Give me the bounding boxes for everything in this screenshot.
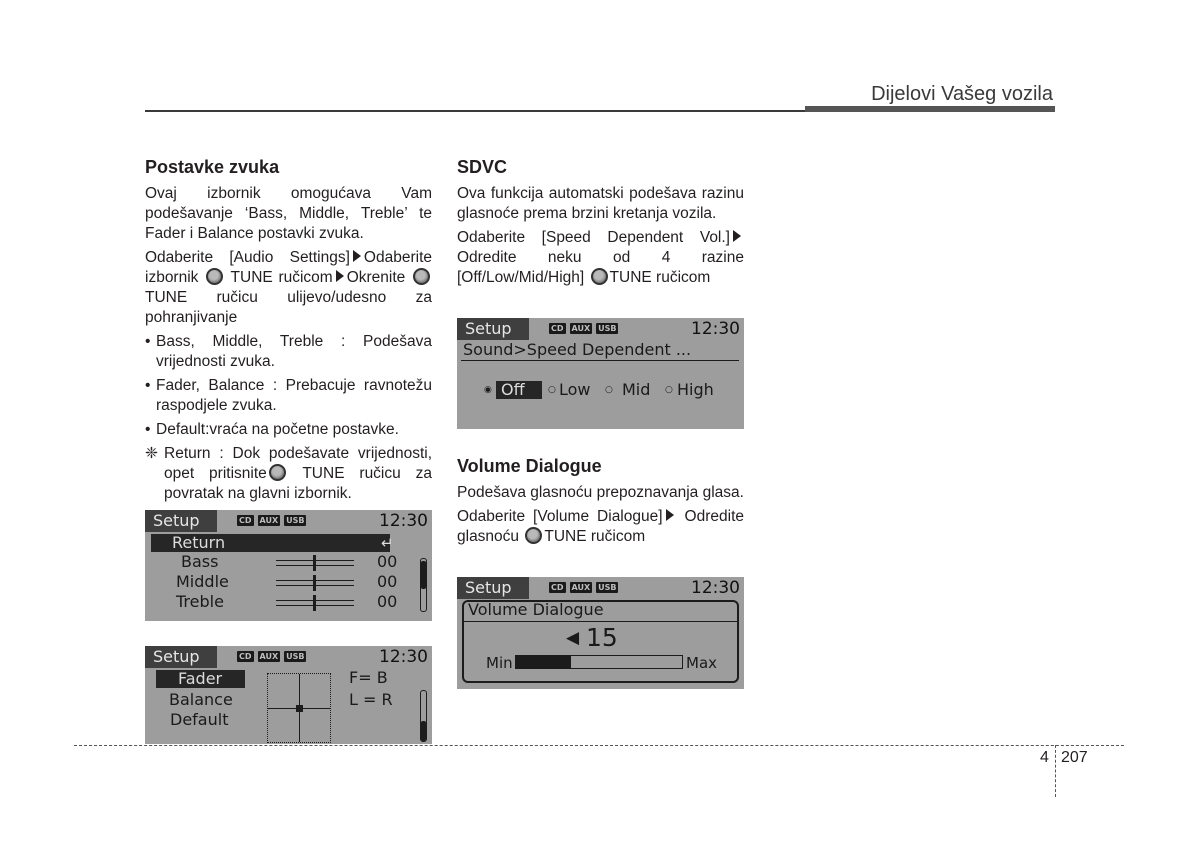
radio-icon: ○ bbox=[605, 385, 613, 395]
fader-readout: F= B bbox=[349, 668, 388, 687]
option-low[interactable]: Low bbox=[559, 380, 591, 399]
tune-knob-icon bbox=[413, 268, 430, 285]
source-badges: CD AUX USB bbox=[551, 324, 617, 333]
tune-knob-icon bbox=[269, 464, 286, 481]
treble-slider[interactable] bbox=[276, 600, 354, 606]
sound-instructions: Odaberite [Audio Settings] Odaberite izbornik TUNE ručicom Okrenite TUNE ručicu ulijevo/udesno za pohranjivanje bbox=[145, 249, 432, 326]
sdvc-description: Ova funkcija automatski podešava razinu glasnoće prema brzini kretanja vozila. bbox=[457, 185, 744, 222]
option-off[interactable]: Off bbox=[496, 381, 542, 399]
balance-readout: L = R bbox=[349, 690, 393, 709]
bass-slider[interactable] bbox=[276, 560, 354, 566]
audio-settings-screen bbox=[145, 510, 432, 621]
note-mark-icon: ❈ bbox=[145, 445, 158, 462]
clock: 12:30 bbox=[691, 578, 740, 598]
screen-title: Setup bbox=[145, 510, 217, 532]
header-rule-accent bbox=[805, 106, 1055, 112]
bass-value: 00 bbox=[377, 552, 398, 571]
clock: 12:30 bbox=[379, 647, 428, 667]
tune-knob-icon bbox=[525, 527, 542, 544]
chapter-number: 4 bbox=[1040, 749, 1049, 766]
left-column bbox=[145, 156, 432, 508]
balance-point bbox=[296, 705, 303, 712]
scrollbar[interactable] bbox=[420, 558, 427, 612]
footer-divider bbox=[1055, 745, 1056, 797]
source-badges: CD AUX USB bbox=[551, 583, 617, 592]
vd-instructions: Odaberite [Volume Dialogue] Odredite glasnoću TUNE ručicom bbox=[457, 508, 744, 545]
vd-description: Podešava glasnoću prepoznavanja glasa. bbox=[457, 484, 744, 501]
source-badges: CD AUX USB bbox=[239, 652, 305, 661]
middle-slider[interactable] bbox=[276, 580, 354, 586]
section-heading-volume-dialogue: Volume Dialogue bbox=[457, 456, 602, 476]
return-icon: ↵ bbox=[381, 534, 394, 552]
fader-balance-screen bbox=[145, 646, 432, 744]
header-rule bbox=[145, 110, 805, 112]
list-item: • Fader, Balance : Prebacuje ravnotežu raspodjele zvuka. bbox=[145, 377, 432, 414]
list-item: • Default:vraća na početne postavke. bbox=[145, 421, 399, 438]
sdvc-instructions: Odaberite [Speed Dependent Vol.] Odredite neku od 4 razine [Off/Low/Mid/High] TUNE ručicom bbox=[457, 229, 744, 286]
return-note: ❈ Return : Dok podešavate vrijednosti, opet pritisnite TUNE ručicu za povratak na glavni izbornik. bbox=[145, 445, 432, 502]
menu-item-balance[interactable]: Balance bbox=[169, 690, 233, 709]
option-mid[interactable]: Mid bbox=[622, 380, 651, 399]
menu-item-middle[interactable]: Middle bbox=[176, 572, 229, 591]
section-heading-sdvc: SDVC bbox=[457, 157, 508, 177]
arrow-right-icon bbox=[353, 250, 361, 262]
speaker-icon: ◀ bbox=[566, 628, 580, 648]
menu-item-return[interactable]: Return ↵ bbox=[151, 534, 390, 552]
volume-value: 15 bbox=[586, 623, 618, 652]
screen-title: Setup bbox=[145, 646, 217, 668]
section-heading-sound: Postavke zvuka bbox=[145, 157, 280, 177]
clock: 12:30 bbox=[379, 511, 428, 531]
treble-value: 00 bbox=[377, 592, 398, 611]
volume-dialogue-section bbox=[457, 455, 744, 551]
scrollbar[interactable] bbox=[420, 690, 427, 742]
volume-panel bbox=[462, 600, 739, 683]
page-number: 207 bbox=[1061, 749, 1088, 766]
middle-value: 00 bbox=[377, 572, 398, 591]
arrow-right-icon bbox=[336, 270, 344, 282]
menu-item-fader[interactable]: Fader bbox=[156, 670, 245, 688]
source-badges: CD AUX USB bbox=[239, 516, 305, 525]
sound-intro: Ovaj izbornik omogućava Vam podešavanje ‘Bass, Middle, Treble’ te Fader i Balance postavki zvuka. bbox=[145, 185, 432, 242]
volume-dialogue-screen bbox=[457, 577, 744, 689]
right-column bbox=[457, 156, 744, 292]
volume-min-label: Min bbox=[486, 654, 513, 672]
radio-icon: ○ bbox=[548, 385, 556, 395]
menu-item-treble[interactable]: Treble bbox=[176, 592, 224, 611]
divider bbox=[461, 360, 739, 361]
volume-max-label: Max bbox=[686, 654, 718, 672]
arrow-right-icon bbox=[733, 230, 741, 242]
list-item: • Bass, Middle, Treble : Podešava vrijednosti zvuka. bbox=[145, 333, 432, 370]
arrow-right-icon bbox=[666, 509, 674, 521]
menu-item-default[interactable]: Default bbox=[170, 710, 229, 729]
volume-label: Volume Dialogue bbox=[468, 600, 604, 619]
clock: 12:30 bbox=[691, 319, 740, 339]
menu-item-bass[interactable]: Bass bbox=[181, 552, 219, 571]
screen-title: Setup bbox=[457, 577, 529, 599]
breadcrumb: Sound>Speed Dependent ... bbox=[463, 340, 692, 359]
volume-bar-fill bbox=[516, 656, 571, 668]
fader-balance-grid[interactable] bbox=[267, 673, 331, 743]
option-high[interactable]: High bbox=[677, 380, 714, 399]
tune-knob-icon bbox=[591, 268, 608, 285]
volume-bar[interactable] bbox=[515, 655, 683, 669]
radio-selected-icon: ◉ bbox=[484, 385, 492, 395]
sdvc-screen bbox=[457, 318, 744, 429]
running-header: Dijelovi Vašeg vozila bbox=[871, 83, 1053, 105]
radio-icon: ○ bbox=[665, 385, 673, 395]
tune-knob-icon bbox=[206, 268, 223, 285]
screen-title: Setup bbox=[457, 318, 529, 340]
footer-rule bbox=[74, 745, 1124, 746]
